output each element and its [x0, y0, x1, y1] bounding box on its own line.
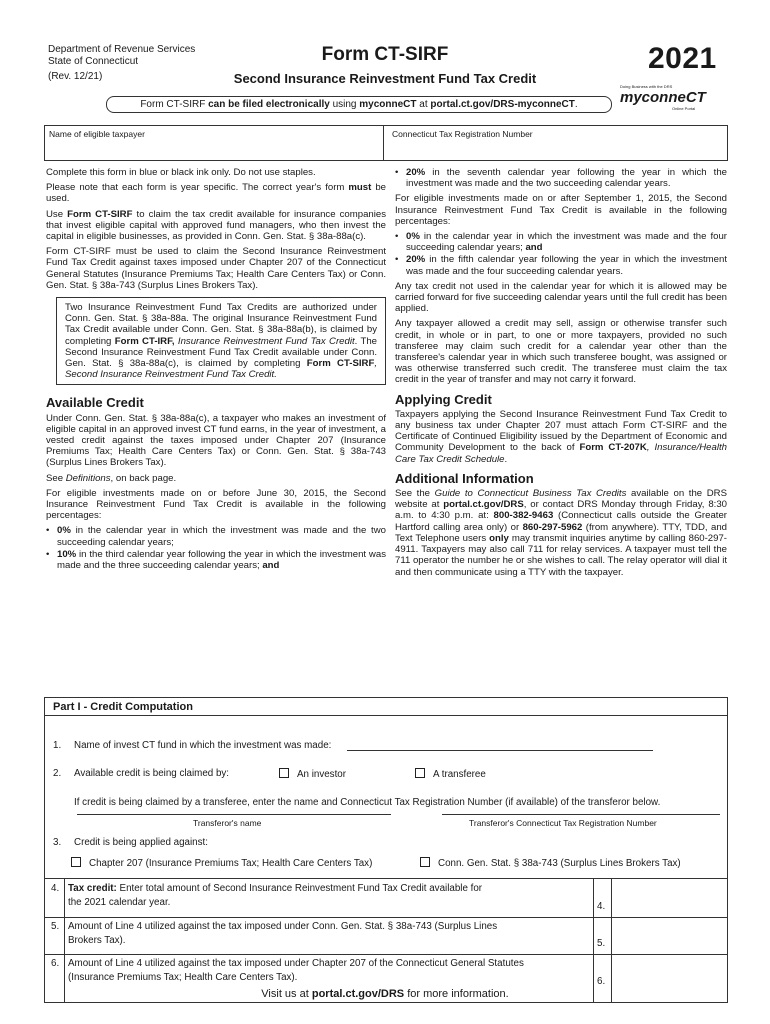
line4-label: Tax credit: Enter total amount of Second Insurance Reinvestment Fund Tax Credit available for — [68, 883, 483, 894]
transfer-text: Any taxpayer allowed a credit may sell, assign or otherwise transfer such credit, in whole or in part, to one or more taxpayers, provided no such transferee may claim such credit for a calendar year other than the transferee's calendar year in which such transferee bought, was assigned or was otherwise transferred such credit. The transferee must claim the tax credit in the year of transfer and may not carry it forward. — [395, 318, 727, 386]
efile-link[interactable]: portal.ct.gov/DRS-myconneCT — [430, 99, 575, 110]
taxpayer-name-field[interactable] — [44, 125, 384, 161]
investor-checkbox[interactable] — [279, 768, 289, 778]
footer-notice: Visit us at portal.ct.gov/DRS for more information. — [261, 988, 509, 1000]
line5-amount-input[interactable] — [612, 918, 726, 954]
line4-amount-input[interactable] — [612, 879, 726, 917]
form-title: Form CT-SIRF — [321, 44, 449, 65]
line5-label-cont: Brokers Tax). — [68, 935, 126, 946]
efile-notice: Form CT-SIRF can be filed electronically using myconneCT at portal.ct.gov/DRS-myconneCT. — [106, 96, 612, 113]
line1-label: Name of invest CT fund in which the investment was made: — [74, 740, 332, 751]
line3-number: 3. — [53, 837, 62, 848]
line1-number: 1. — [53, 740, 62, 751]
pre-2015-list-cont — [395, 167, 727, 189]
chapter-207-checkbox[interactable] — [71, 857, 81, 867]
line5-label: Amount of Line 4 utilized against the tax imposed under Conn. Gen. Stat. § 38a-743 (Surplus Lines — [68, 921, 498, 932]
line6-box-label: 6. — [597, 976, 606, 987]
applying-credit-text: Taxpayers applying the Second Insurance Reinvestment Fund Tax Credit to any business tax under Chapter 207 must attach Form CT-SIRF and the Certificate of Continued Eligibility issued by the Department of Economic and Community Development to the back of Form CT-207K, Insurance/Health Care Tax Credit Schedule. — [395, 408, 727, 465]
line4-number: 4. — [51, 883, 60, 894]
tax-registration-field[interactable] — [384, 125, 728, 161]
credits-info-box: Two Insurance Reinvestment Fund Tax Credits are authorized under Conn. Gen. Stat. § 38a-88a. The original Insurance Reinvestment Fund Tax Credit available under Conn. Gen. Stat. § 38a-88a(b), is claimed by completing Form CT-IRF, Insurance Reinvestment Fund Tax Credit. The Second Insurance Reinvestment Fund Tax Credit available under Conn. Gen. Stat. § 38a-88a(c), is claimed by completing Form CT-SIRF, Second Insurance Reinvestment Fund Tax Credit. — [56, 297, 386, 385]
carry-forward-text: Any tax credit not used in the calendar year for which it is allowed may be carried forward for five succeeding calendar years until the full credit has been applied. — [395, 280, 727, 315]
form-subtitle: Second Insurance Reinvestment Fund Tax Credit — [233, 71, 537, 86]
instructions-left-column — [46, 167, 386, 575]
tax-year: 2021 — [648, 42, 717, 75]
revision-date: (Rev. 12/21) — [48, 71, 103, 82]
transferee-option[interactable]: A transferee — [415, 768, 486, 781]
transferor-name-caption: Transferor's name — [193, 818, 262, 828]
taxpayer-name-label: Name of eligible taxpayer — [49, 129, 145, 139]
line3-label: Credit is being applied against: — [74, 837, 208, 848]
year-note: Please note that each form is year specific. The correct year's form must be used. — [46, 182, 386, 205]
line6-label: Amount of Line 4 utilized against the tax imposed under Chapter 207 of the Connecticut General Statutes — [68, 958, 524, 969]
pre-2015-text: For eligible investments made on or before June 30, 2015, the Second Insurance Reinvestment Fund Tax Credit is available in the following percentages: — [46, 487, 386, 522]
line6-label-cont: (Insurance Premiums Tax; Health Care Centers Tax). — [68, 972, 298, 983]
tax-registration-label: Connecticut Tax Registration Number — [392, 129, 533, 139]
list-item: • 10% in the third calendar year following the year in which the investment was made and the three succeeding calendar years; and — [46, 549, 386, 571]
footer-link[interactable]: portal.ct.gov/DRS — [311, 988, 405, 1000]
line6-number: 6. — [51, 958, 60, 969]
surplus-lines-checkbox[interactable] — [420, 857, 430, 867]
line2-number: 2. — [53, 768, 62, 779]
list-item: • 20% in the fifth calendar year following the year in which the investment was made and the four succeeding calendar years. — [395, 254, 727, 276]
department-name: Department of Revenue Services State of Connecticut — [48, 44, 196, 67]
additional-info-heading: Additional Information — [395, 470, 534, 486]
pre-2015-list — [46, 525, 386, 571]
transferor-reg-input[interactable] — [442, 814, 720, 815]
available-credit-heading: Available Credit — [46, 395, 144, 411]
post-2015-list — [395, 231, 727, 277]
transferee-checkbox[interactable] — [415, 768, 425, 778]
drs-link[interactable]: portal.ct.gov/DRS — [443, 499, 524, 511]
line2-label: Available credit is being claimed by: — [74, 768, 230, 779]
available-credit-text: Under Conn. Gen. Stat. § 38a-88a(c), a taxpayer who makes an investment of eligible capital in an approved invest CT fund earns, in the year of investment, a vested credit against the taxes imposed under Chapter 207 (Insurance Premiums Tax; Health Care Centers Tax) or Conn. Gen. Stat. § 38a-743 (Surplus Lines Brokers Tax). — [46, 412, 386, 469]
investor-option[interactable]: An investor — [279, 768, 346, 781]
part1-title: Part I - Credit Computation — [45, 698, 727, 716]
line5-number: 5. — [51, 921, 60, 932]
myconnect-logo: Doing Business with the DRS myconneCT Online Portal — [620, 84, 706, 111]
ink-instruction: Complete this form in blue or black ink only. Do not use staples. — [46, 167, 316, 178]
transferor-name-input[interactable] — [77, 814, 391, 815]
transferor-reg-caption: Transferor's Connecticut Tax Registration Number — [469, 818, 657, 828]
usage-text: Form CT-SIRF must be used to claim the Second Insurance Reinvestment Fund Tax Credit against taxes imposed under Chapter 207 of the Connecticut General Statutes (Insurance Premiums Tax; Health Care Centers Tax) or Conn. Gen. Stat. § 38a-743 (Surplus Lines Brokers Tax). — [46, 246, 386, 291]
definitions-ref: See Definitions, on back page. — [46, 472, 177, 484]
chapter-207-option[interactable]: Chapter 207 (Insurance Premiums Tax; Health Care Centers Tax) — [71, 857, 372, 870]
applying-credit-heading: Applying Credit — [395, 391, 492, 407]
list-item: • 20% in the seventh calendar year following the year in which the investment was made and the two succeeding calendar years. — [395, 167, 727, 189]
line4-box-label: 4. — [597, 901, 606, 912]
list-item: • 0% in the calendar year in which the investment was made and the four succeeding calendar years; and — [395, 231, 727, 253]
part1-credit-computation — [44, 697, 728, 1003]
post-2015-text: For eligible investments made on or after September 1, 2015, the Second Insurance Reinvestment Fund Tax Credit is available in the following percentages: — [395, 193, 727, 227]
instructions-right-column — [395, 167, 727, 582]
list-item: • 0% in the calendar year in which the investment was made and the two succeeding calendar years; — [46, 525, 386, 547]
surplus-lines-option[interactable]: Conn. Gen. Stat. § 38a-743 (Surplus Lines Brokers Tax) — [420, 857, 681, 870]
line4-label-cont: the 2021 calendar year. — [68, 897, 171, 908]
fund-name-input[interactable] — [347, 750, 653, 751]
purpose-text: Use Form CT-SIRF to claim the tax credit available for insurance companies that invest eligible capital with approved fund managers, who then invest the capital in eligible businesses, as provided in Conn. Gen. Stat. § 38a-88a(c). — [46, 208, 387, 243]
additional-info-text: See the Guide to Connecticut Business Tax Credits available on the DRS website at portal.ct.gov/DRS, or contact DRS Monday through Friday, 8:30 a.m. to 4:30 p.m. at: 800-382-9463 (Connecticut calls outside the Greater Hartford calling area only) or 860-297-5962 (from anywhere). TTY, TDD, and Text Telephone users only may transmit inquiries anytime by calling 860-297-4911. Taxpayers may also call 711 for relay services. A taxpayer must tell the 711 operator the number he or she wishes to call. The relay operator will dial it and then communicate using a TTY with the taxpayer. — [395, 488, 728, 578]
line5-box-label: 5. — [597, 938, 606, 949]
transferee-note: If credit is being claimed by a transferee, enter the name and Connecticut Tax Registration Number (if available) of the transferor below. — [74, 797, 661, 808]
